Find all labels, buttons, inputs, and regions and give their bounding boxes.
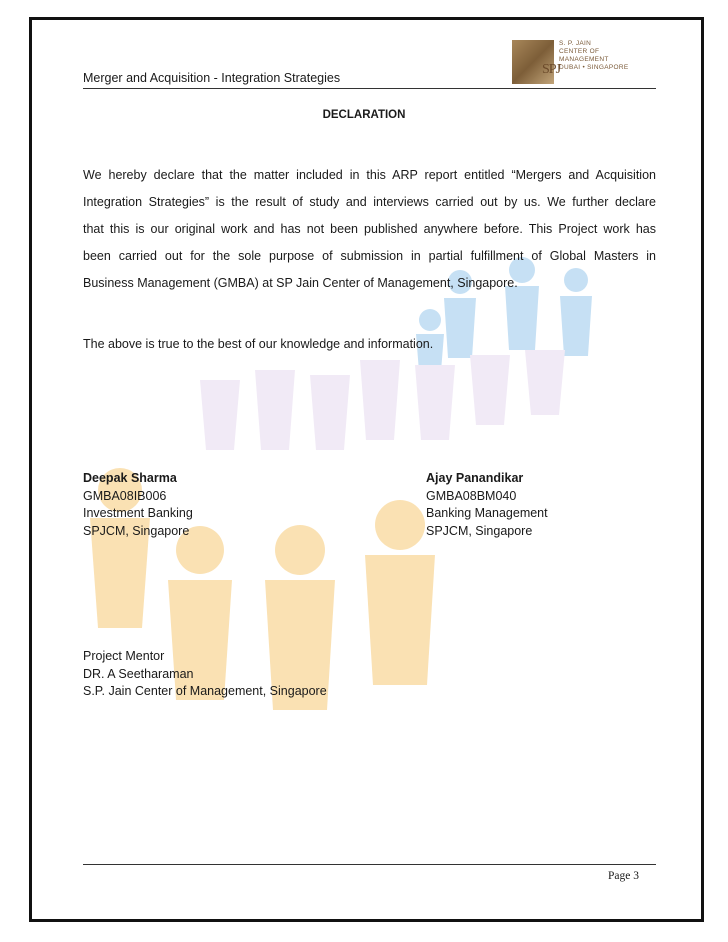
signatory-block-1 bbox=[83, 470, 193, 540]
project-mentor-block bbox=[83, 648, 327, 701]
sp-jain-logo bbox=[512, 40, 642, 84]
declaration-paragraph bbox=[83, 162, 656, 297]
closing-statement: The above is true to the best of our knowledge and information. bbox=[83, 337, 434, 351]
mentor-label: Project Mentor bbox=[83, 649, 165, 663]
signatory-block-2 bbox=[426, 470, 548, 540]
running-header-title: Merger and Acquisition - Integration Strategies bbox=[83, 71, 341, 85]
paragraph-line: Business Management (GMBA) at SP Jain Center of Management, Singapore. bbox=[83, 276, 518, 290]
signatory-id: GMBA08IB006 bbox=[83, 488, 167, 503]
signatory-specialization: Investment Banking bbox=[83, 506, 193, 520]
signatory-name: Ajay Panandikar bbox=[426, 471, 524, 485]
logo-line: S. P. JAIN bbox=[559, 40, 592, 47]
logo-line: MANAGEMENT bbox=[559, 56, 609, 63]
declaration-heading: DECLARATION bbox=[322, 109, 406, 121]
mentor-name: DR. A Seetharaman bbox=[83, 666, 194, 681]
paragraph-line: that this is our original work and has not been published anywhere before. This Project work has bbox=[83, 222, 656, 236]
logo-line: DUBAI • SINGAPORE bbox=[559, 64, 629, 71]
header-divider bbox=[83, 88, 656, 89]
signatory-id: GMBA08BM040 bbox=[426, 488, 517, 503]
signatory-campus: SPJCM, Singapore bbox=[426, 523, 533, 538]
paragraph-line: We hereby declare that the matter included in this ARP report entitled “Mergers and Acquisition bbox=[83, 168, 656, 182]
logo-line: CENTER OF bbox=[559, 48, 600, 55]
logo-text bbox=[559, 40, 629, 72]
paragraph-line: been carried out for the sole purpose of submission in partial fulfillment of Global Masters in bbox=[83, 249, 656, 263]
signatory-name: Deepak Sharma bbox=[83, 471, 177, 485]
logo-mark-letters: SPJ bbox=[542, 62, 561, 77]
page-number: Page 3 bbox=[608, 870, 639, 882]
footer-divider bbox=[83, 864, 656, 865]
signatory-campus: SPJCM, Singapore bbox=[83, 523, 190, 538]
paragraph-line: Integration Strategies” is the result of study and interviews carried out by us. We further declare bbox=[83, 195, 656, 209]
signatory-specialization: Banking Management bbox=[426, 506, 548, 520]
mentor-institution: S.P. Jain Center of Management, Singapore bbox=[83, 684, 327, 698]
